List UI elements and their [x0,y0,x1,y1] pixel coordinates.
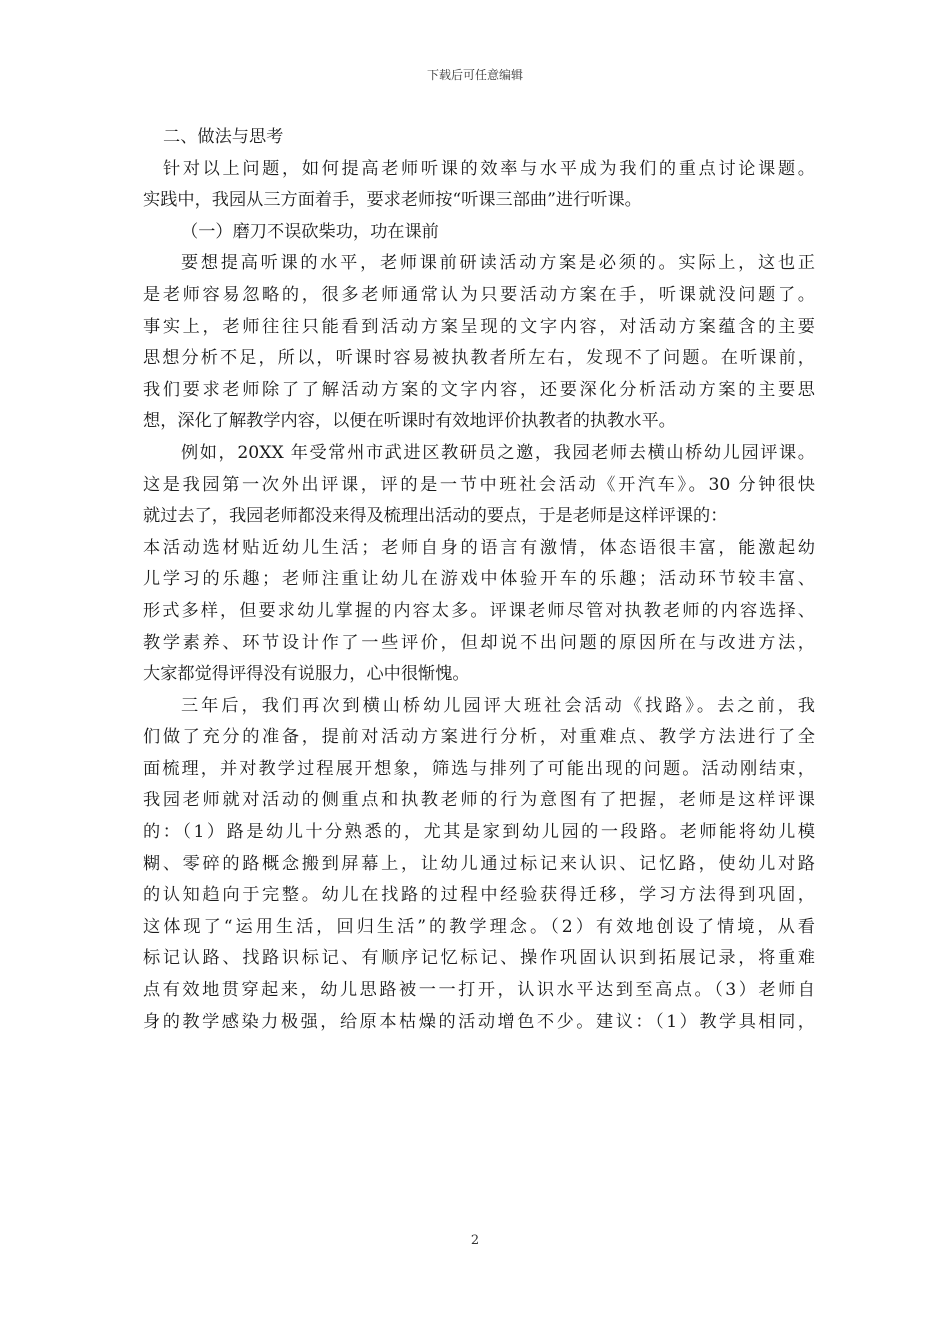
text-line: 面梳理，并对教学过程展开想象，筛选与排列了可能出现的问题。活动刚结束， [143,758,815,779]
text-line: 身的教学感染力极强，给原本枯燥的活动增色不少。建议：（1）教学具相同， [143,1011,815,1032]
text-line: 教学素养、环节设计作了一些评价，但却说不出问题的原因所在与改进方法， [143,632,815,653]
text-line: 标记认路、找路识标记、有顺序记忆标记、操作巩固认识到拓展记录，将重难 [143,948,815,969]
text-line: 三年后，我们再次到横山桥幼儿园评大班社会活动《找路》。去之前，我 [181,695,815,716]
text-line: 针对以上问题，如何提高老师听课的效率与水平成为我们的重点讨论课题。 [163,158,815,179]
text-line: 儿学习的乐趣；老师注重让幼儿在游戏中体验开车的乐趣；活动环节较丰富、 [143,569,815,590]
text-line: 这体现了“运用生活，回归生活”的教学理念。（2）有效地创设了情境，从看 [143,916,815,937]
page-header: 下载后可任意编辑 [426,68,523,82]
text-line: 的：（1）路是幼儿十分熟悉的，尤其是家到幼儿园的一段路。老师能将幼儿模 [143,822,815,843]
text-line: 是老师容易忽略的，很多老师通常认为只要活动方案在手，听课就没问题了。 [143,284,815,305]
page-number: 2 [470,1233,480,1248]
text-line: 们做了充分的准备，提前对活动方案进行分析，对重难点、教学方法进行了全 [143,727,815,748]
subsection-title: （一）磨刀不误砍柴功，功在课前 [181,221,439,242]
text-line: 我园老师就对活动的侧重点和执教老师的行为意图有了把握，老师是这样评课 [143,790,815,811]
text-line: 事实上，老师往往只能看到活动方案呈现的文字内容，对活动方案蕴含的主要 [143,316,815,337]
text-line: 点有效地贯穿起来，幼儿思路被一一打开，认识水平达到至高点。（3）老师自 [143,980,815,1001]
text-line: 实践中，我园从三方面着手，要求老师按“听课三部曲”进行听课。 [143,190,642,211]
paragraph-2 [143,248,815,438]
section-title: 二、做法与思考 [163,127,284,147]
text-line: 的认知趋向于完整。幼儿在找路的过程中经验获得迁移，学习方法得到巩固， [143,885,815,906]
text-line: 这是我园第一次外出评课，评的是一节中班社会活动《开汽车》。30 分钟很快 [143,474,815,495]
text-line: 本活动选材贴近幼儿生活；老师自身的语言有激情，体态语很丰富，能激起幼 [143,537,815,558]
paragraph-1 [143,154,815,217]
text-line: 我们要求老师除了了解活动方案的文字内容，还要深化分析活动方案的主要思 [143,379,815,400]
text-line: 要想提高听课的水平，老师课前研读活动方案是必须的。实际上，这也正 [181,253,815,274]
text-line: 形式多样，但要求幼儿掌握的内容太多。评课老师尽管对执教老师的内容选择、 [143,600,815,621]
text-line: 思想分析不足，所以，听课时容易被执教者所左右，发现不了问题。在听课前， [143,348,815,369]
paragraph-4 [143,691,815,1039]
paragraph-3 [143,438,815,691]
text-line: 就过去了，我园老师都没来得及梳理出活动的要点，于是老师是这样评课的： [143,506,728,527]
text-line: 大家都觉得评得没有说服力，心中很惭愧。 [143,664,470,685]
text-line: 例如，20XX 年受常州市武进区教研员之邀，我园老师去横山桥幼儿园评课。 [181,442,815,463]
document-body [143,122,815,1038]
text-line: 想，深化了解教学内容，以便在听课时有效地评价执教者的执教水平。 [143,411,676,432]
text-line: 糊、零碎的路概念搬到屏幕上，让幼儿通过标记来认识、记忆路，使幼儿对路 [143,853,815,874]
